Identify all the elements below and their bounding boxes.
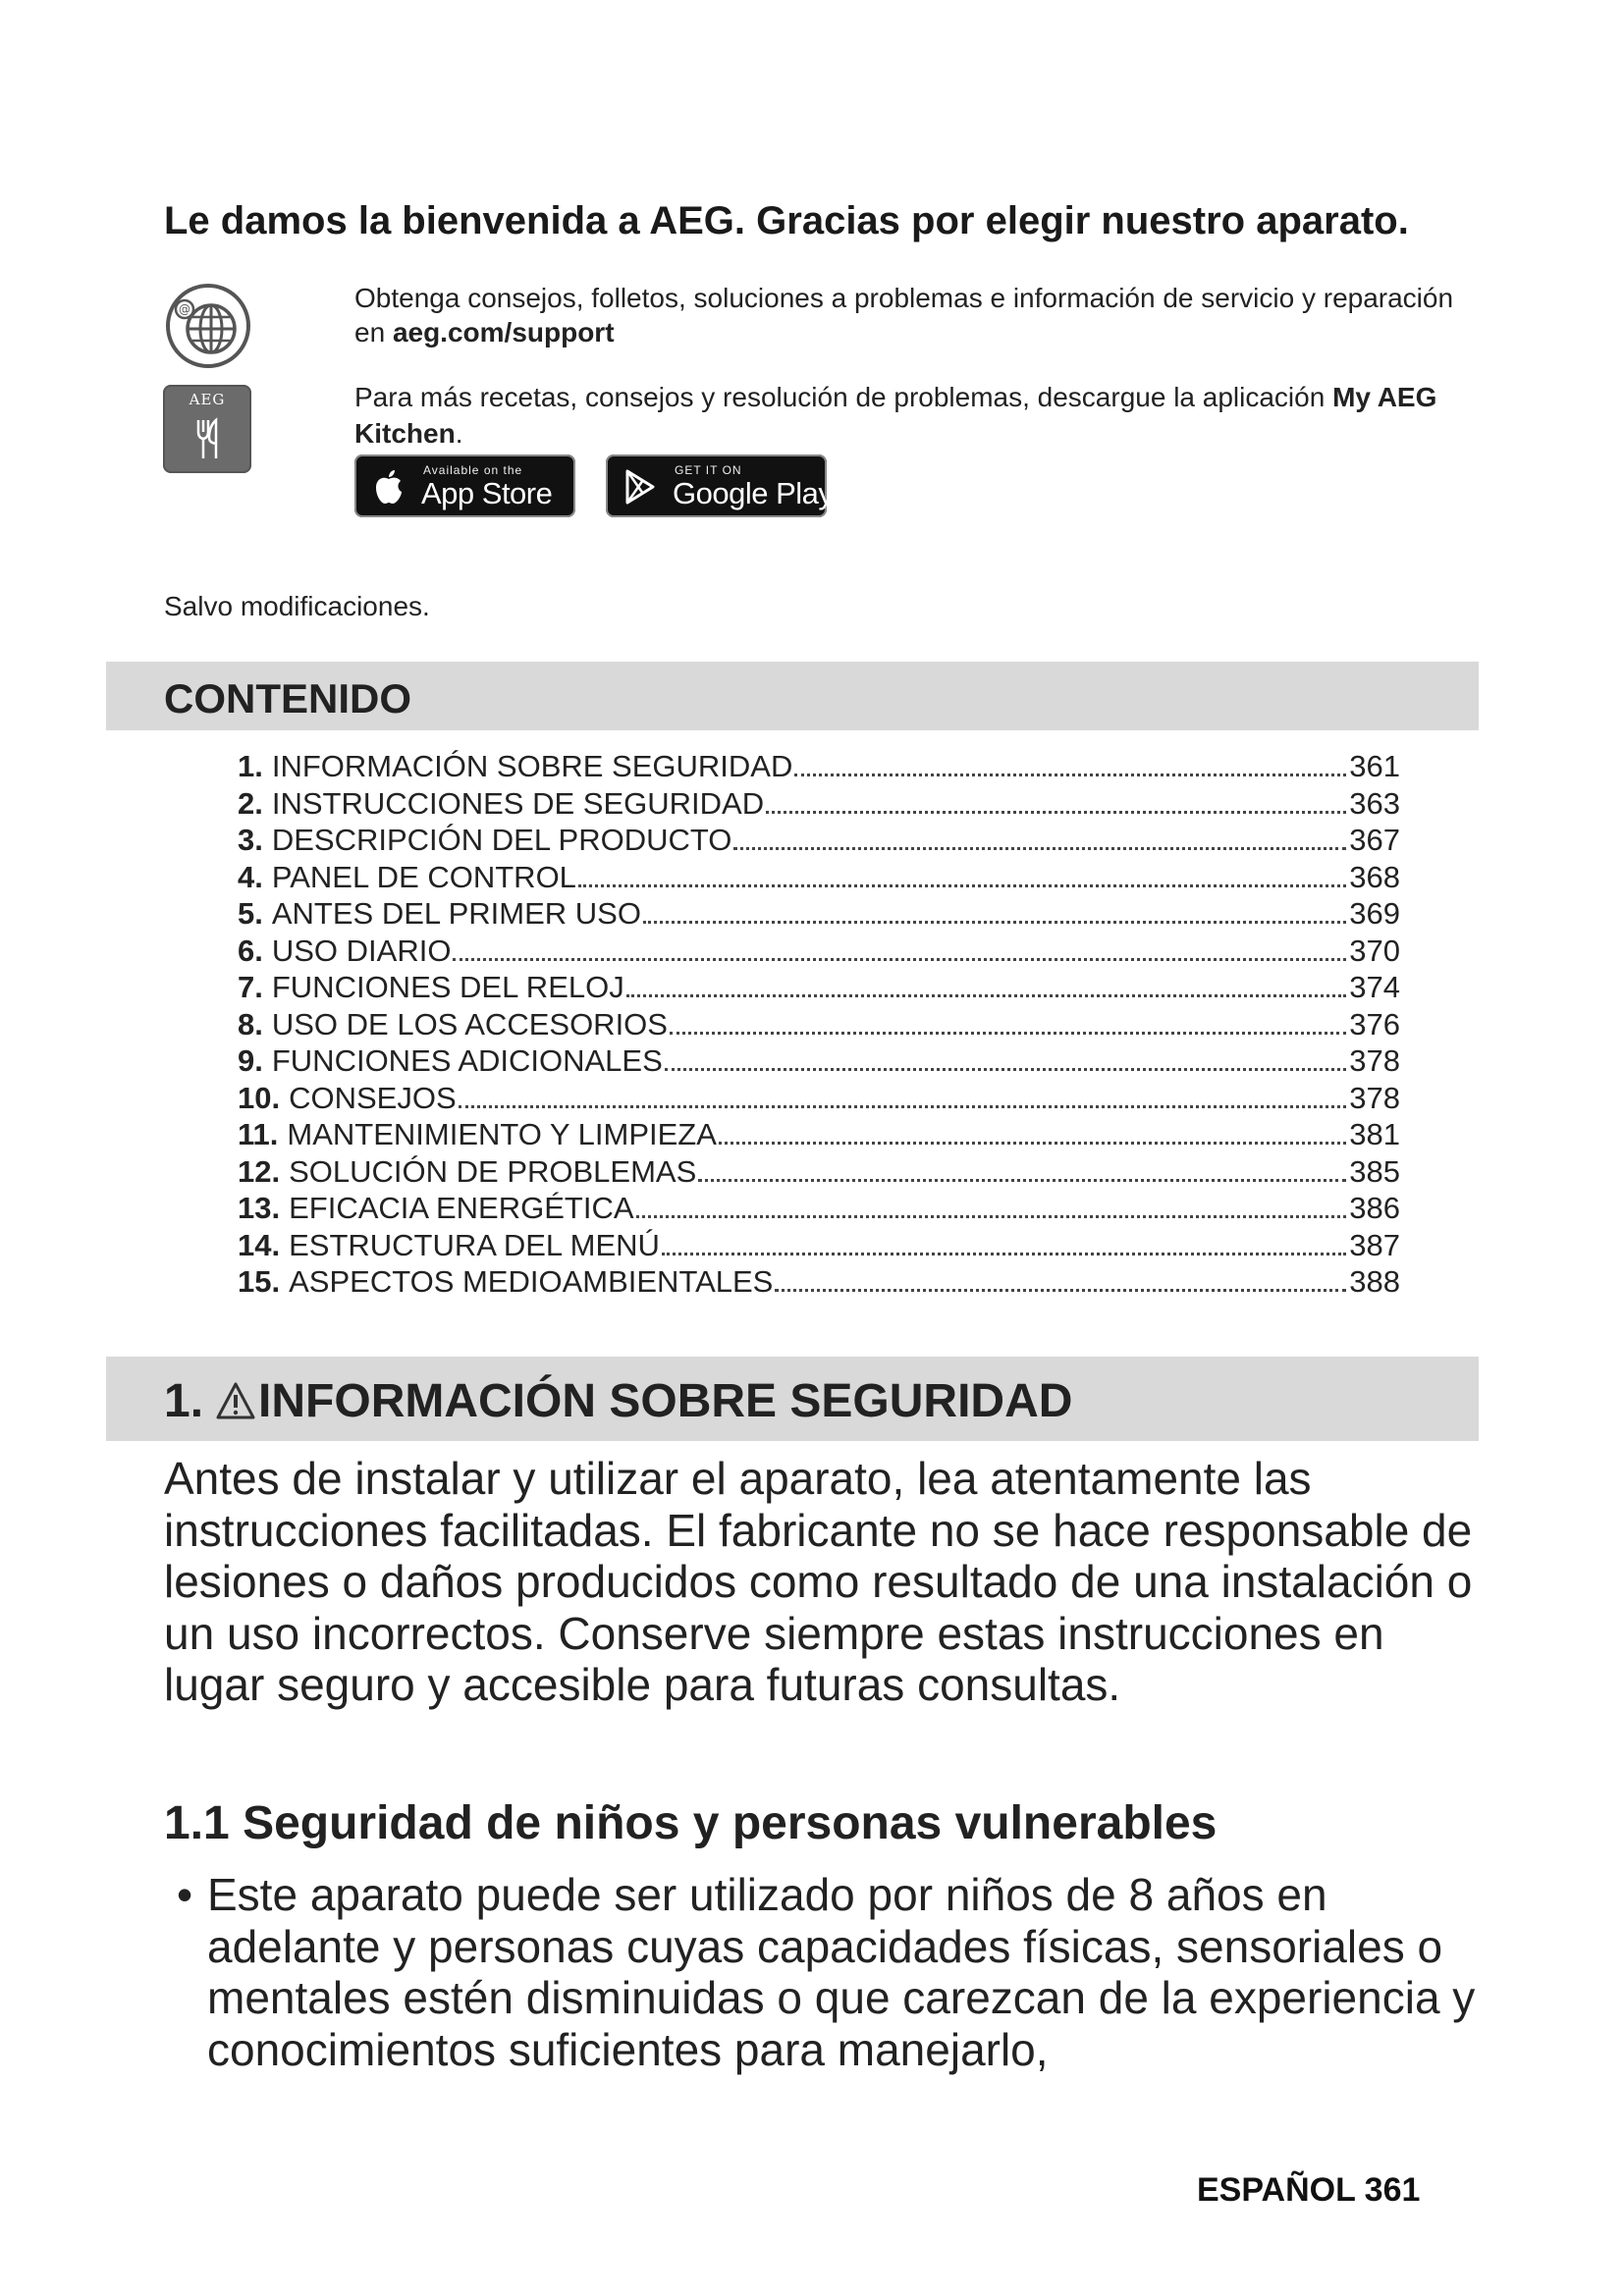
toc-leader-dots bbox=[636, 1215, 1347, 1218]
toc-title: FUNCIONES DEL RELOJ bbox=[271, 970, 624, 1004]
toc-entry[interactable] bbox=[238, 1154, 1400, 1192]
toc-number: 10. bbox=[238, 1080, 281, 1115]
toc-leader-dots bbox=[719, 1142, 1346, 1145]
toc-number: 3. bbox=[238, 823, 263, 857]
toc-title: DESCRIPCIÓN DEL PRODUCTO bbox=[271, 823, 732, 857]
section-number: 1. bbox=[164, 1375, 204, 1427]
toc-entry[interactable] bbox=[238, 1191, 1400, 1228]
toc-page: 378 bbox=[1349, 1043, 1400, 1078]
toc-title: USO DE LOS ACCESORIOS bbox=[271, 1006, 668, 1041]
toc-entry[interactable] bbox=[238, 1007, 1400, 1044]
warning-icon bbox=[215, 1381, 256, 1420]
contents-header-band bbox=[106, 662, 1479, 730]
toc-title: ANTES DEL PRIMER USO bbox=[271, 896, 641, 931]
cutlery-icon bbox=[163, 385, 251, 473]
toc-entry[interactable] bbox=[238, 1117, 1400, 1154]
toc-leader-dots bbox=[643, 921, 1346, 924]
safety-intro: Antes de instalar y utilizar el aparato, lea atentamente las instrucciones facilitadas. El fabricante no se hace responsable de lesiones o daños producidos como resultado de una instalación o un uso incorrectos. Conserve siempre estas instrucciones en lugar seguro y accesible para futuras consultas. bbox=[164, 1453, 1473, 1710]
toc-leader-dots bbox=[626, 994, 1347, 997]
toc-entry[interactable] bbox=[238, 1264, 1400, 1302]
toc-number: 11. bbox=[238, 1117, 279, 1151]
toc-page: 361 bbox=[1349, 749, 1400, 783]
app-text: Para más recetas, consejos y resolución de problemas, descargue la aplicación bbox=[354, 382, 1333, 412]
google-play-small-text: GET IT ON bbox=[675, 463, 742, 477]
toc-number: 5. bbox=[238, 896, 263, 931]
table-of-contents bbox=[238, 749, 1400, 1302]
toc-leader-dots bbox=[766, 811, 1346, 814]
toc-leader-dots bbox=[794, 774, 1346, 776]
toc-number: 1. bbox=[238, 749, 263, 783]
toc-leader-dots bbox=[578, 884, 1346, 887]
toc-title: PANEL DE CONTROL bbox=[271, 859, 576, 894]
web-globe-icon bbox=[165, 283, 251, 369]
support-link[interactable]: aeg.com/support bbox=[392, 317, 615, 347]
modifications-note: Salvo modificaciones. bbox=[164, 591, 430, 621]
apple-icon bbox=[372, 468, 406, 506]
toc-page: 374 bbox=[1349, 970, 1400, 1004]
section-title bbox=[164, 1374, 1072, 1428]
toc-number: 12. bbox=[238, 1153, 281, 1189]
section-title-text: INFORMACIÓN SOBRE SEGURIDAD bbox=[258, 1375, 1073, 1427]
toc-leader-dots bbox=[453, 958, 1346, 961]
bullet-symbol: • bbox=[177, 1869, 193, 1920]
toc-number: 6. bbox=[238, 933, 263, 968]
toc-number: 9. bbox=[238, 1043, 263, 1078]
welcome-heading: Le damos la bienvenida a AEG. Gracias por elegir nuestro aparato. bbox=[164, 199, 1409, 242]
toc-leader-dots bbox=[733, 847, 1346, 850]
toc-title: MANTENIMIENTO Y LIMPIEZA bbox=[287, 1117, 717, 1151]
app-store-text: App Store bbox=[421, 476, 553, 510]
toc-leader-dots bbox=[459, 1105, 1347, 1108]
app-paragraph bbox=[354, 379, 1454, 452]
toc-page: 378 bbox=[1349, 1080, 1400, 1115]
toc-page: 367 bbox=[1349, 823, 1400, 857]
toc-page: 370 bbox=[1349, 933, 1400, 968]
toc-entry[interactable] bbox=[238, 1043, 1400, 1081]
google-play-text: Google Play bbox=[673, 476, 834, 510]
toc-number: 14. bbox=[238, 1227, 281, 1262]
app-store-small-text: Available on the bbox=[423, 463, 523, 477]
app-store-badge[interactable] bbox=[354, 454, 575, 517]
app-name: My AEG Kitchen bbox=[354, 382, 1437, 449]
toc-page: 369 bbox=[1349, 896, 1400, 931]
toc-title: FUNCIONES ADICIONALES bbox=[271, 1043, 663, 1078]
toc-entry[interactable] bbox=[238, 860, 1400, 897]
toc-number: 13. bbox=[238, 1191, 281, 1225]
toc-title: INFORMACIÓN SOBRE SEGURIDAD bbox=[271, 749, 793, 783]
toc-leader-dots bbox=[662, 1253, 1346, 1255]
toc-entry[interactable] bbox=[238, 786, 1400, 824]
toc-page: 388 bbox=[1349, 1264, 1400, 1299]
toc-number: 2. bbox=[238, 785, 263, 821]
toc-number: 7. bbox=[238, 970, 263, 1004]
toc-page: 387 bbox=[1349, 1227, 1400, 1262]
toc-title: EFICACIA ENERGÉTICA bbox=[289, 1191, 634, 1225]
toc-entry[interactable] bbox=[238, 896, 1400, 934]
toc-page: 363 bbox=[1349, 785, 1400, 821]
toc-title: CONSEJOS bbox=[289, 1080, 457, 1115]
toc-number: 15. bbox=[238, 1264, 281, 1299]
google-play-badge[interactable] bbox=[606, 454, 834, 517]
svg-text:@: @ bbox=[179, 302, 190, 316]
toc-title: USO DIARIO bbox=[271, 933, 452, 968]
toc-entry[interactable] bbox=[238, 1081, 1400, 1118]
toc-leader-dots bbox=[665, 1068, 1346, 1071]
toc-leader-dots bbox=[775, 1289, 1346, 1292]
support-paragraph bbox=[354, 281, 1454, 349]
toc-entry[interactable] bbox=[238, 970, 1400, 1007]
toc-entry[interactable] bbox=[238, 749, 1400, 786]
toc-entry[interactable] bbox=[238, 823, 1400, 860]
toc-title: INSTRUCCIONES DE SEGURIDAD bbox=[271, 785, 765, 821]
bullet-item bbox=[164, 1869, 1509, 2075]
toc-title: ASPECTOS MEDIOAMBIENTALES bbox=[289, 1264, 774, 1299]
bullet-text: Este aparato puede ser utilizado por niños de 8 años en adelante y personas cuyas capacidades físicas, sensoriales o mentales estén disminuidas o que carezcan de la experiencia y conocimientos suficientes para manejarlo, bbox=[207, 1869, 1476, 2075]
toc-page: 386 bbox=[1349, 1191, 1400, 1225]
page-footer: ESPAÑOL 361 bbox=[1197, 2171, 1421, 2209]
toc-title: SOLUCIÓN DE PROBLEMAS bbox=[289, 1153, 697, 1189]
subsection-heading: 1.1 Seguridad de niños y personas vulnerables bbox=[164, 1797, 1218, 1849]
aeg-kitchen-app-icon bbox=[163, 385, 251, 473]
toc-page: 385 bbox=[1349, 1153, 1400, 1189]
section-header-band bbox=[106, 1357, 1479, 1441]
toc-page: 368 bbox=[1349, 859, 1400, 894]
toc-number: 4. bbox=[238, 859, 263, 894]
toc-page: 376 bbox=[1349, 1006, 1400, 1041]
app-text-end: . bbox=[455, 418, 463, 449]
contents-title: CONTENIDO bbox=[164, 675, 411, 721]
toc-leader-dots bbox=[698, 1179, 1346, 1182]
support-text: Obtenga consejos, folletos, soluciones a problemas e información de servicio y reparación en bbox=[354, 283, 1454, 347]
toc-page: 381 bbox=[1349, 1117, 1400, 1151]
google-play-icon bbox=[623, 468, 657, 506]
toc-title: ESTRUCTURA DEL MENÚ bbox=[289, 1227, 660, 1262]
toc-entry[interactable] bbox=[238, 1228, 1400, 1265]
toc-number: 8. bbox=[238, 1006, 263, 1041]
toc-entry[interactable] bbox=[238, 934, 1400, 971]
toc-leader-dots bbox=[670, 1032, 1346, 1035]
app-icon-label: AEG bbox=[189, 391, 226, 408]
